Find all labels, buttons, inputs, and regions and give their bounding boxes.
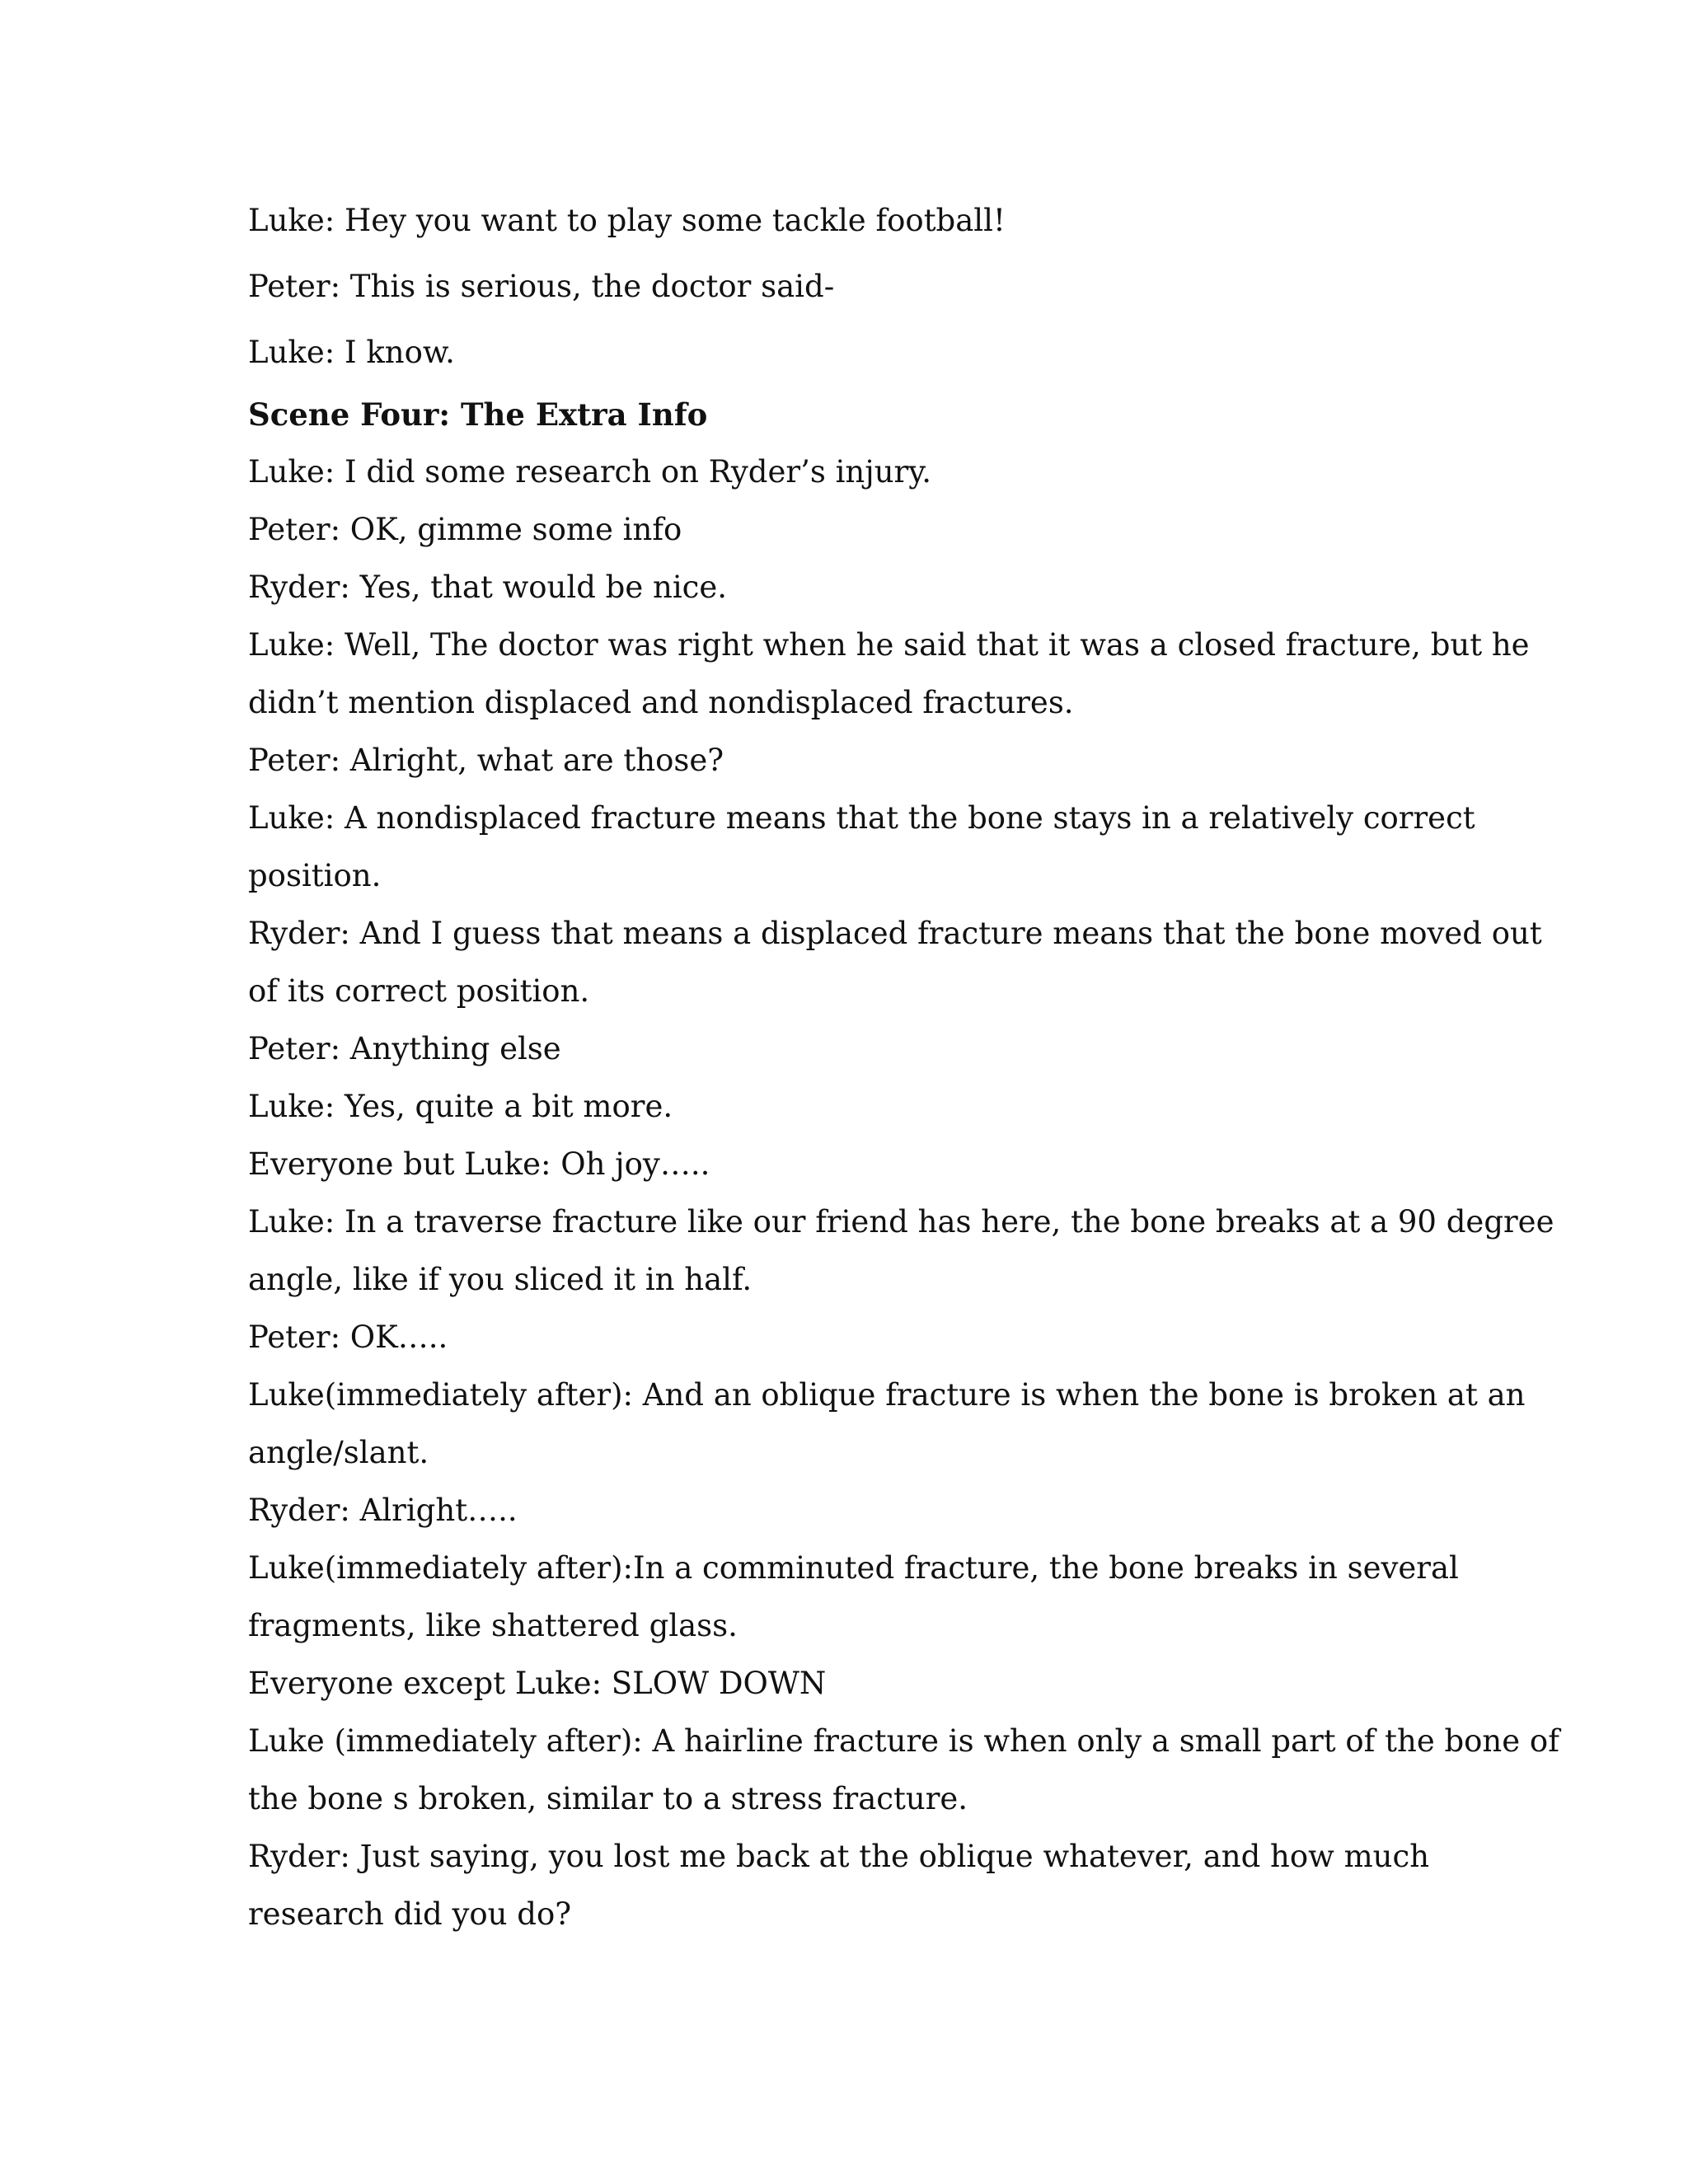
dialogue-line: Everyone except Luke: SLOW DOWN (248, 1666, 827, 1701)
dialogue-line: Luke: Yes, quite a bit more. (248, 1089, 673, 1124)
dialogue-line: Luke(immediately after):In a comminuted fracture, the bone breaks in several (248, 1550, 1459, 1586)
dialogue-line: Luke: I know. (248, 335, 455, 370)
dialogue-line: Ryder: And I guess that means a displaced fracture means that the bone moved out (248, 916, 1542, 951)
document-body (248, 188, 1559, 1943)
dialogue-line-continued: of its correct position. (248, 973, 590, 1009)
dialogue-line: Luke: A nondisplaced fracture means that the bone stays in a relatively correct (248, 800, 1475, 836)
dialogue-line: Luke: Hey you want to play some tackle football! (248, 203, 1006, 238)
dialogue-line-continued: research did you do? (248, 1896, 572, 1932)
dialogue-line: Peter: This is serious, the doctor said- (248, 269, 835, 304)
dialogue-line: Peter: OK, gimme some info (248, 512, 682, 547)
dialogue-line: Luke (immediately after): A hairline fracture is when only a small part of the bone of (248, 1723, 1559, 1759)
scene-heading: Scene Four: The Extra Info (248, 396, 708, 433)
dialogue-line-continued: fragments, like shattered glass. (248, 1608, 738, 1643)
dialogue-line: Luke: Well, The doctor was right when he said that it was a closed fracture, but he (248, 627, 1530, 663)
dialogue-line: Peter: Alright, what are those? (248, 743, 724, 778)
dialogue-line: Ryder: Yes, that would be nice. (248, 569, 728, 605)
dialogue-line: Ryder: Alright….. (248, 1493, 518, 1528)
dialogue-line-continued: didn’t mention displaced and nondisplaced fractures. (248, 685, 1074, 720)
dialogue-line: Ryder: Just saying, you lost me back at the oblique whatever, and how much (248, 1839, 1430, 1874)
dialogue-line-continued: angle/slant. (248, 1435, 429, 1470)
dialogue-line: Peter: Anything else (248, 1031, 561, 1066)
dialogue-line: Everyone but Luke: Oh joy….. (248, 1146, 710, 1182)
dialogue-line: Luke(immediately after): And an oblique fracture is when the bone is broken at an (248, 1377, 1526, 1413)
dialogue-line: Luke: In a traverse fracture like our friend has here, the bone breaks at a 90 degree (248, 1204, 1554, 1240)
dialogue-line-continued: the bone s broken, similar to a stress fracture. (248, 1781, 968, 1816)
dialogue-line: Peter: OK….. (248, 1319, 448, 1355)
dialogue-line-continued: position. (248, 858, 382, 893)
dialogue-line-continued: angle, like if you sliced it in half. (248, 1262, 753, 1297)
dialogue-line: Luke: I did some research on Ryder’s injury. (248, 454, 931, 490)
